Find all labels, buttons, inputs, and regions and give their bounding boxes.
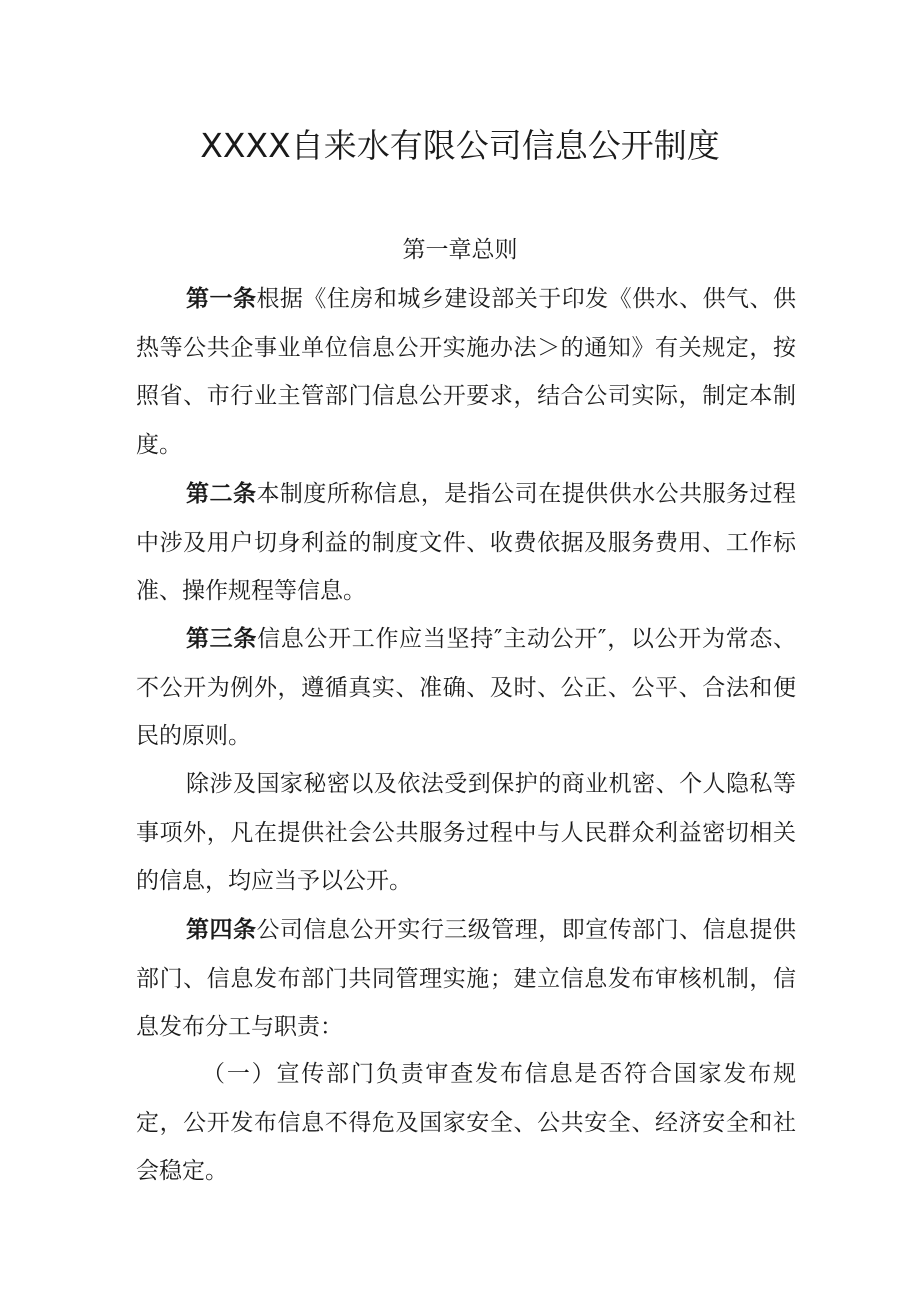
article-3-paragraph <box>136 615 796 761</box>
article-1-label: 第一条 <box>186 286 257 312</box>
article-4-label: 第四条 <box>186 917 257 943</box>
article-4-paragraph <box>136 906 796 1052</box>
article-3-supplement-text: 除涉及国家秘密以及依法受到保护的商业机密、个人隐私等事项外，凡在提供社会公共服务过程中与人民群众利益密切相关的信息，均应当予以公开。 <box>136 771 796 894</box>
article-2-text: 本制度所称信息，是指公司在提供供水公共服务过程中涉及用户切身利益的制度文件、收费依据及服务费用、工作标准、操作规程等信息。 <box>136 481 797 604</box>
article-3-supplement-paragraph <box>136 760 796 906</box>
article-3-label: 第三条 <box>186 626 258 652</box>
article-1-paragraph <box>136 275 796 469</box>
article-4-item-1-text: （一）宣传部门负责审查发布信息是否符合国家发布规定，公开发布信息不得危及国家安全、公共安全、经济安全和社会稳定。 <box>136 1061 796 1184</box>
article-2-label: 第二条 <box>186 481 257 507</box>
chapter-title: 第一章总则 <box>402 237 518 263</box>
article-4-item-1-paragraph <box>136 1050 796 1196</box>
article-2-paragraph <box>136 470 796 616</box>
article-4-text: 公司信息公开实行三级管理，即宣传部门、信息提供部门、信息发布部门共同管理实施；建立信息发布审核机制，信息发布分工与职责： <box>136 917 797 1040</box>
document-title: XXXX自来水有限公司信息公开制度 <box>200 126 720 165</box>
article-3-text: 信息公开工作应当坚持″主动公开″，以公开为常态、不公开为例外，遵循真实、准确、及时、公正、公平、合法和便民的原则。 <box>136 626 797 749</box>
article-1-text: 根据《住房和城乡建设部关于印发《供水、供气、供热等公共企事业单位信息公开实施办法＞的通知》有关规定，按照省、市行业主管部门信息公开要求，结合公司实际，制定本制度。 <box>136 286 797 458</box>
